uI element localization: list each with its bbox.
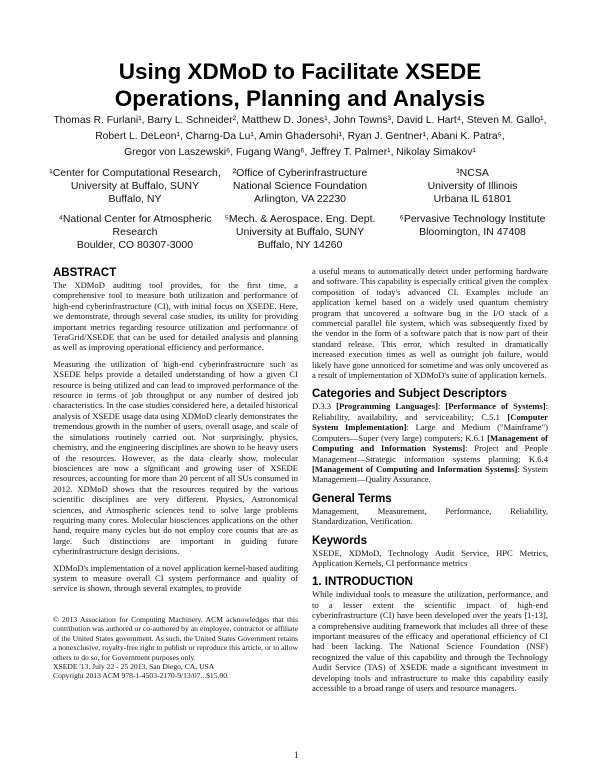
copyright-notice — [53, 615, 298, 681]
copyright-isbn: Copyright 2013 ACM 978-1-4503-2170-9/13/07...$15.00. — [53, 671, 229, 681]
affiliation-3-name: ³NCSA — [456, 167, 489, 179]
introduction-text: While individual tools to measure the utilization, performance, and to a lesser extent the scientific impact of high-end cyberinfrastructure (CI) have been developed over the years [1-13], a comprehensive auditing framework that includes all three of these important measures of the efficacy and operational efficiency of CI had been lacking. The National Science Foundation (NSF) recognized the value of this capability and through the Technology Audit Service (TAS) of XSEDE made a significant investment in developing tools and infrastructure to make this capability easily accessible to a broad range of users and resource managers. — [312, 589, 548, 693]
abstract-heading: ABSTRACT — [53, 267, 117, 279]
cat-text-a: D.3.3 — [312, 401, 337, 412]
author-line-3: Gregor von Laszewski⁶, Fugang Wang⁶, Jeffrey T. Palmer¹, Nikolay Simakov¹ — [124, 147, 476, 158]
affiliation-2-line2: National Science Foundation — [232, 180, 368, 192]
affiliation-2 — [205, 167, 395, 206]
abstract-paragraph-3: XDMoD's implementation of a novel application kernel-based auditing system to measure overall CI system performance and quality of service is shown, through several examples, to provide — [53, 562, 298, 594]
affiliation-1-line3: Buffalo, NY — [108, 193, 162, 205]
keywords-text: XSEDE, XDMoD, Technology Audit Service, HPC Metrics, Application Kernels, CI performance metrics — [312, 547, 548, 568]
affiliation-6-name: ⁶Pervasive Technology Institute — [399, 213, 546, 225]
affiliation-5-line3: Buffalo, NY 14260 — [257, 239, 343, 251]
affiliation-1 — [40, 167, 230, 206]
affiliation-4-line3: Boulder, CO 80307-3000 — [76, 239, 194, 251]
right-column — [312, 266, 548, 693]
affiliation-5-name: ⁵Mech. & Aerospace. Eng. Dept. — [224, 213, 376, 225]
general-terms-heading: General Terms — [312, 492, 392, 505]
author-list — [30, 113, 570, 161]
abstract-paragraph-2: Measuring the utilization of high-end cyberinfrastructure such as XSEDE helps provide a detailed understanding of how a given CI resource is being utilized and can lead to improved performance of the resource in terms of job throughput or any number of desired job characteristics. In the case studies considered here, a detailed historical analysis of XSEDE usage data using XDMoD clearly demonstrates the tremendous growth in the number of users, overall usage, and scale of the simulations routinely carried out. Not surprisingly, physics, chemistry, and the engineering disciplines are shown to be heavy users of the resources. However, as the data clearly show, molecular biosciences are now a significant and growing user of XSEDE resources, accounting for more than 20 percent of all SUs consumed in 2012. XDMoD shows that the resources required by the various scientific disciplines are very different. Physics, Astronomical sciences, and Atmospheric sciences tend to solve large problems requiring many cores. Molecular biosciences applications on the other hand, require many cycles but do not employ core counts that are as large. Such distinctions are important in guiding future cyberinfrastructure design decisions. — [53, 358, 298, 557]
author-line-1: Thomas R. Furlani¹, Barry L. Schneider², Matthew D. Jones¹, John Towns³, David L. Hart⁴, Steven M. Gallo¹, — [53, 115, 547, 126]
page-number: 1 — [294, 750, 299, 760]
abstract-paragraph-1: The XDMoD auditing tool provides, for the first time, a comprehensive tool to measure both utilization and performance of high-end cyberinfrastructure (CI), with initial focus on XSEDE. Here, we demonstrate, through several case studies, its utility for providing important metrics regarding resource utilization and performance of TeraGrid/XSEDE that can be used for detailed analysis and planning as well as improving operational efficiency and performance. — [53, 280, 298, 353]
cat-term-h: [Management of Computing and Information Systems] — [312, 432, 548, 454]
introduction-heading: 1. INTRODUCTION — [312, 576, 413, 589]
cat-text-k: : System Management—Quality Assurance. — [312, 463, 549, 485]
affiliation-4 — [40, 213, 230, 252]
cat-term-d: [Performance of Systems] — [445, 401, 546, 412]
affiliation-5 — [205, 213, 395, 252]
affiliation-4-line2: Research — [112, 226, 158, 238]
paper-title — [40, 58, 560, 112]
title-line-1: Using XDMoD to Facilitate XSEDE — [118, 59, 482, 84]
affiliation-5-line2: University at Buffalo, SUNY — [235, 226, 365, 238]
general-terms-text: Management, Measurement, Performance, Reliability, Standardization, Verification. — [312, 505, 548, 527]
affiliation-3-line2: University of Illinois — [427, 180, 518, 192]
abstract-continued: a useful means to automatically detect under performing hardware and software. This capability is especially critical given the complex composition of today's advanced CI. Examples include an application kernel based on a widely used quantum chemistry program that uncovered a software bug in the I/O stack of a commercial parallel file system, which was subsequently fixed by the vendor in the form of a software patch that is now part of their standard release. This error, which resulted in dramatically increased execution times as well as outright job failure, would likely have gone unnoticed for sometime and was only uncovered as a result of implementation of XDMoD's suite of application kernels. — [312, 266, 548, 381]
copyright-text: © 2013 Association for Computing Machinery. ACM acknowledges that this contribution was authored or co-authored by an employee, contractor or affiliate of the United States government. As such, the United States Government retains a nonexclusive, royalty-free right to publish or reproduce this article, or to allow others to do so, for Government purposes only. — [53, 615, 298, 662]
cat-term-f: [Computer System Implementation] — [312, 411, 548, 433]
affiliation-3-line3: Urbana IL 61801 — [433, 193, 512, 205]
left-column — [53, 266, 298, 594]
affiliation-1-name: ¹Center for Computational Research, — [49, 167, 221, 179]
cat-term-j: [Management of Computing and Information Systems] — [312, 463, 518, 474]
affiliation-4-name: ⁴National Center for Atmospheric — [58, 213, 212, 225]
affiliation-6-line2: Bloomington, IN 47408 — [419, 226, 526, 238]
keywords-heading: Keywords — [312, 534, 367, 547]
affiliation-6 — [385, 213, 560, 239]
categories-text — [312, 401, 548, 484]
affiliation-1-line2: University at Buffalo, SUNY — [70, 180, 200, 192]
conference-line: XSEDE '13, July 22 - 25 2013, San Diego, CA, USA — [53, 662, 215, 672]
cat-text-g: : Large and Medium ("Mainframe") Computers—Super (very large) computers; K.6.1 — [312, 422, 548, 443]
cat-term-b: [Programming Languages] — [336, 401, 438, 412]
cat-text-c: : — [437, 401, 446, 412]
author-line-2: Robert L. DeLeon¹, Charng-Da Lu¹, Amin Ghadersohi¹, Ryan J. Gentner¹, Abani K. Patra⁵, — [95, 131, 505, 142]
categories-heading: Categories and Subject Descriptors — [312, 388, 507, 401]
affiliation-2-name: ²Office of Cyberinfrastructure — [232, 167, 368, 179]
affiliation-2-line3: Arlington, VA 22230 — [253, 193, 347, 205]
cat-text-e: : Reliability, availability, and serviceability; C.5.1 — [312, 401, 549, 422]
affiliation-3 — [385, 167, 560, 206]
cat-text-i: : Project and People Management—Strategic information systems planning; K.6.4 — [312, 443, 548, 464]
title-line-2: Operations, Planning and Analysis — [114, 86, 486, 111]
